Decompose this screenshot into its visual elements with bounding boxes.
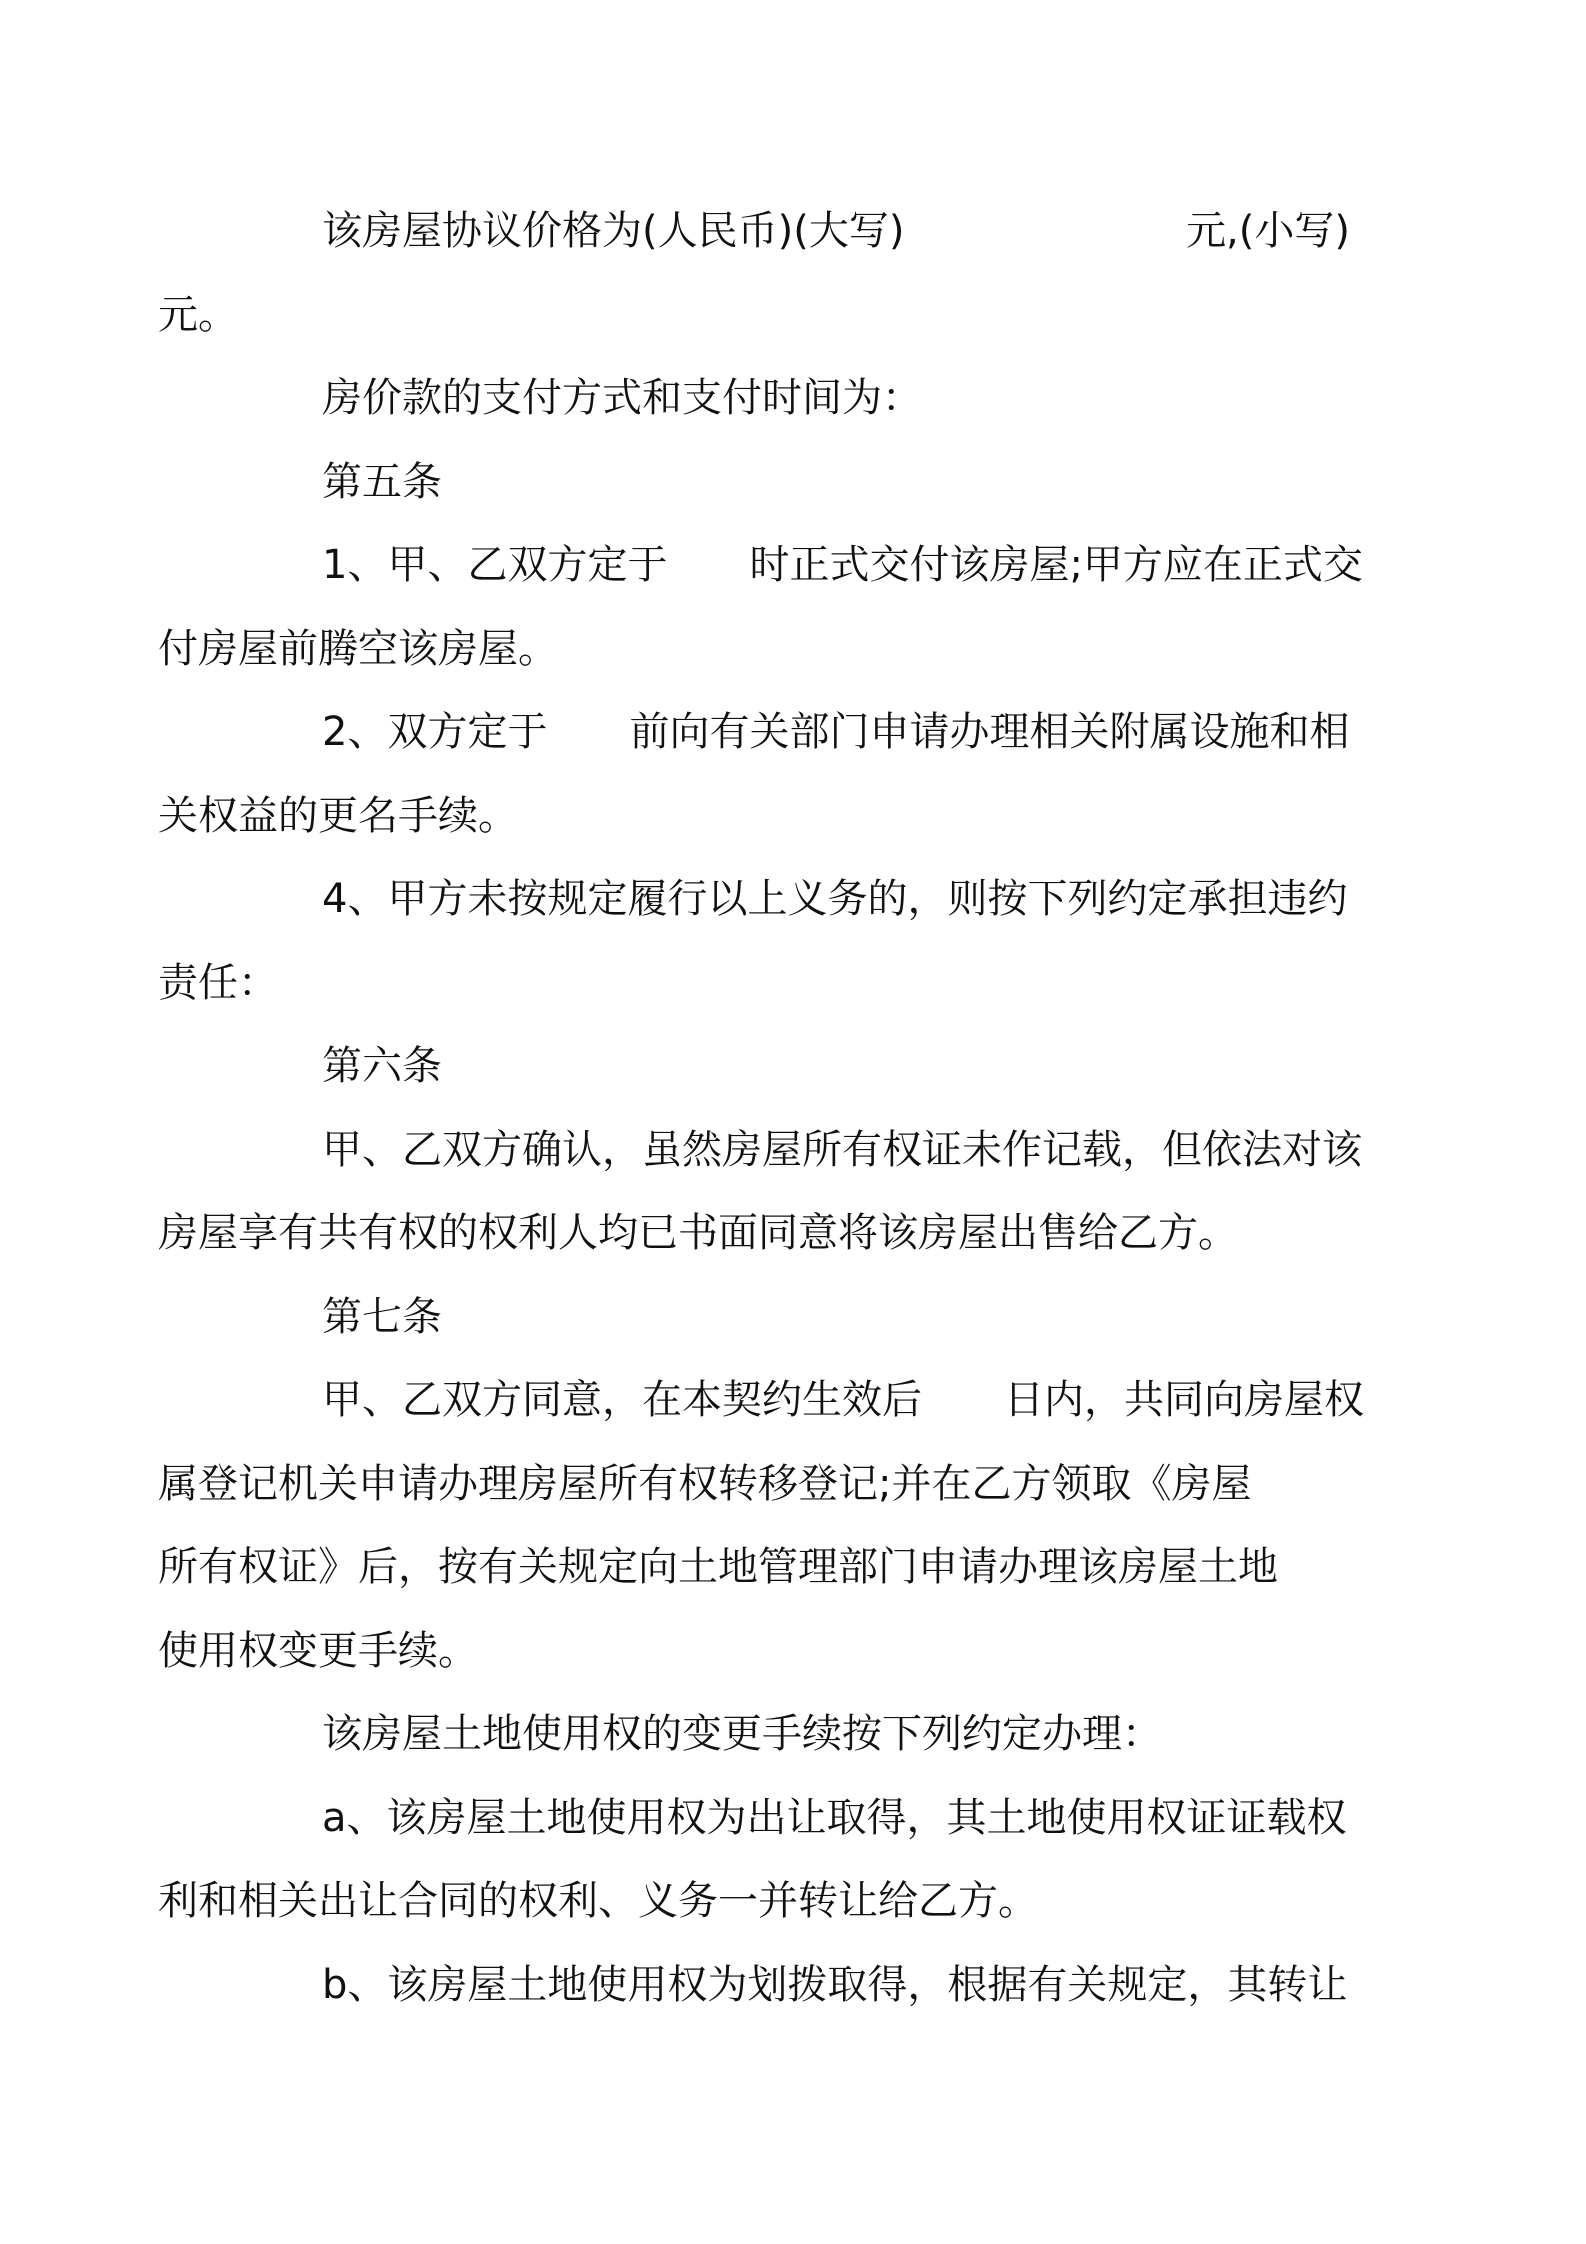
paragraph-rename — [158, 691, 1350, 858]
article-7-heading: 第七条 — [322, 1293, 442, 1340]
registration-text-line3: 所有权证》后，按有关规定向土地管理部门申请办理该房屋土地 — [158, 1544, 1278, 1590]
price-text-lowercase: 元,(小写) — [1186, 208, 1350, 254]
paragraph-payment: 房价款的支付方式和支付时间为： — [322, 375, 922, 421]
delivery-text-cont: 付房屋前腾空该房屋。 — [158, 625, 558, 672]
article-6-heading: 第六条 — [322, 1043, 442, 1089]
delivery-text-end: 时正式交付该房屋;甲方应在正式交 — [749, 542, 1363, 588]
paragraph-price — [158, 190, 1350, 357]
liability-text: 4、甲方未按规定履行以上义务的，则按下列约定承担违约 — [322, 876, 1348, 922]
paragraph-land-use-change: 该房屋土地使用权的变更手续按下列约定办理： — [322, 1711, 1162, 1757]
rename-text-end: 前向有关部门申请办理相关附属设施和相 — [629, 709, 1350, 755]
paragraph-land-transfer — [158, 1777, 1350, 1944]
land-transfer-text-cont: 利和相关出让合同的权利、义务一并转让给乙方。 — [158, 1878, 1038, 1924]
registration-text-line4: 使用权变更手续。 — [158, 1627, 478, 1674]
price-unit: 元。 — [158, 291, 238, 338]
registration-text-line2: 属登记机关申请办理房屋所有权转移登记;并在乙方领取《房屋 — [158, 1460, 1252, 1507]
rename-text-start: 2、双方定于 — [322, 709, 548, 755]
co-ownership-text: 甲、乙双方确认，虽然房屋所有权证未作记载，但依法对该 — [322, 1126, 1362, 1173]
registration-text-start: 甲、乙双方同意，在本契约生效后 — [322, 1377, 922, 1423]
paragraph-registration — [158, 1359, 1364, 1693]
rename-text-cont: 关权益的更名手续。 — [158, 792, 518, 839]
registration-text-end: 日内，共同向房屋权 — [1004, 1377, 1364, 1423]
land-transfer-text: a、该房屋土地使用权为出让取得，其土地使用权证证载权 — [322, 1794, 1347, 1841]
price-text-uppercase: 该房屋协议价格为(人民币)(大写) — [322, 208, 905, 254]
co-ownership-text-cont: 房屋享有共有权的权利人均已书面同意将该房屋出售给乙方。 — [158, 1210, 1238, 1256]
paragraph-delivery — [158, 524, 1363, 691]
delivery-text-start: 1、甲、乙双方定于 — [322, 542, 668, 588]
document-body — [158, 190, 1364, 2027]
paragraph-land-allocation — [240, 1944, 1350, 2028]
paragraph-liability — [158, 858, 1350, 1025]
liability-text-cont: 责任： — [158, 959, 278, 1006]
article-5-heading: 第五条 — [322, 458, 442, 505]
land-allocation-text: b、该房屋土地使用权为划拨取得，根据有关规定，其转让 — [322, 1961, 1348, 2008]
paragraph-co-ownership — [158, 1109, 1362, 1276]
